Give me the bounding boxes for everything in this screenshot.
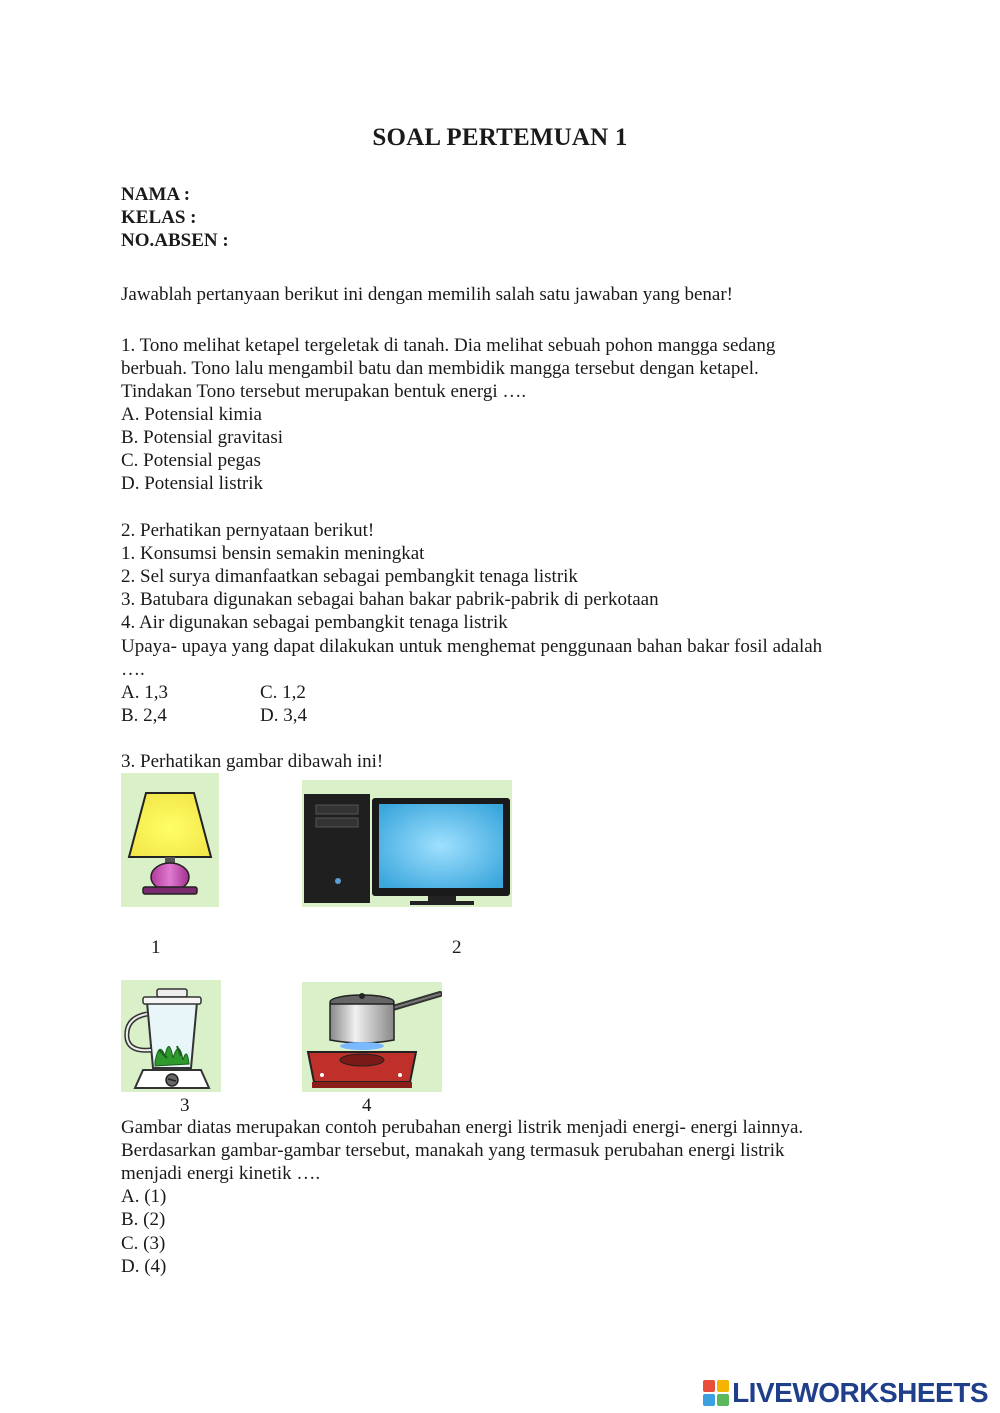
q2-option-b[interactable]: B. 2,4 bbox=[121, 705, 167, 726]
computer-image bbox=[302, 780, 512, 907]
q3-line-1: Gambar diatas merupakan contoh perubahan energi listrik menjadi energi- energi lainnya. bbox=[121, 1117, 804, 1138]
image-label-4: 4 bbox=[362, 1095, 372, 1116]
q3-option-a[interactable]: A. (1) bbox=[121, 1186, 167, 1207]
class-field-label: KELAS : bbox=[121, 207, 197, 228]
q3-option-d[interactable]: D. (4) bbox=[121, 1256, 167, 1277]
absen-field-label: NO.ABSEN : bbox=[121, 230, 229, 251]
blender-image bbox=[121, 980, 221, 1092]
instruction-text: Jawablah pertanyaan berikut ini dengan memilih salah satu jawaban yang benar! bbox=[121, 284, 733, 305]
q2-line-1: 2. Perhatikan pernyataan berikut! bbox=[121, 520, 375, 541]
q1-option-c[interactable]: C. Potensial pegas bbox=[121, 450, 261, 471]
q3-option-c[interactable]: C. (3) bbox=[121, 1233, 166, 1254]
q2-statement-3: 3. Batubara digunakan sebagai bahan bakar pabrik-pabrik di perkotaan bbox=[121, 589, 659, 610]
stove-pot-image bbox=[302, 982, 442, 1092]
image-label-3: 3 bbox=[180, 1095, 190, 1116]
q1-option-d[interactable]: D. Potensial listrik bbox=[121, 473, 263, 494]
q1-option-a[interactable]: A. Potensial kimia bbox=[121, 404, 262, 425]
q3-intro: 3. Perhatikan gambar dibawah ini! bbox=[121, 751, 384, 772]
q2-question: Upaya- upaya yang dapat dilakukan untuk menghemat penggunaan bahan bakar fosil adalah bbox=[121, 636, 823, 657]
q3-line-2: Berdasarkan gambar-gambar tersebut, manakah yang termasuk perubahan energi listrik bbox=[121, 1140, 785, 1161]
q1-option-b[interactable]: B. Potensial gravitasi bbox=[121, 427, 284, 448]
liveworksheets-wordmark: LIVEWORKSHEETS bbox=[732, 1377, 988, 1408]
q2-statement-1: 1. Konsumsi bensin semakin meningkat bbox=[121, 543, 425, 564]
q2-option-c[interactable]: C. 1,2 bbox=[260, 682, 306, 703]
q2-option-a[interactable]: A. 1,3 bbox=[121, 682, 168, 703]
liveworksheets-logo bbox=[703, 1377, 988, 1409]
image-label-1: 1 bbox=[151, 937, 161, 958]
q2-statement-4: 4. Air digunakan sebagai pembangkit tenaga listrik bbox=[121, 612, 508, 633]
name-field-label: NAMA : bbox=[121, 184, 191, 205]
q1-line-3: Tindakan Tono tersebut merupakan bentuk energi …. bbox=[121, 381, 527, 402]
image-label-2: 2 bbox=[452, 937, 462, 958]
page-title: SOAL PERTEMUAN 1 bbox=[372, 124, 628, 151]
q2-statement-2: 2. Sel surya dimanfaatkan sebagai pembangkit tenaga listrik bbox=[121, 566, 578, 587]
q3-option-b[interactable]: B. (2) bbox=[121, 1209, 166, 1230]
lamp-image bbox=[121, 773, 219, 907]
q2-option-d[interactable]: D. 3,4 bbox=[260, 705, 307, 726]
q1-line-2: berbuah. Tono lalu mengambil batu dan membidik mangga tersebut dengan ketapel. bbox=[121, 358, 759, 379]
q2-ellipsis: …. bbox=[121, 659, 145, 680]
q3-line-3: menjadi energi kinetik …. bbox=[121, 1163, 321, 1184]
q1-line-1: 1. Tono melihat ketapel tergeletak di tanah. Dia melihat sebuah pohon mangga sedang bbox=[121, 335, 776, 356]
liveworksheets-logo-icon bbox=[703, 1380, 729, 1406]
